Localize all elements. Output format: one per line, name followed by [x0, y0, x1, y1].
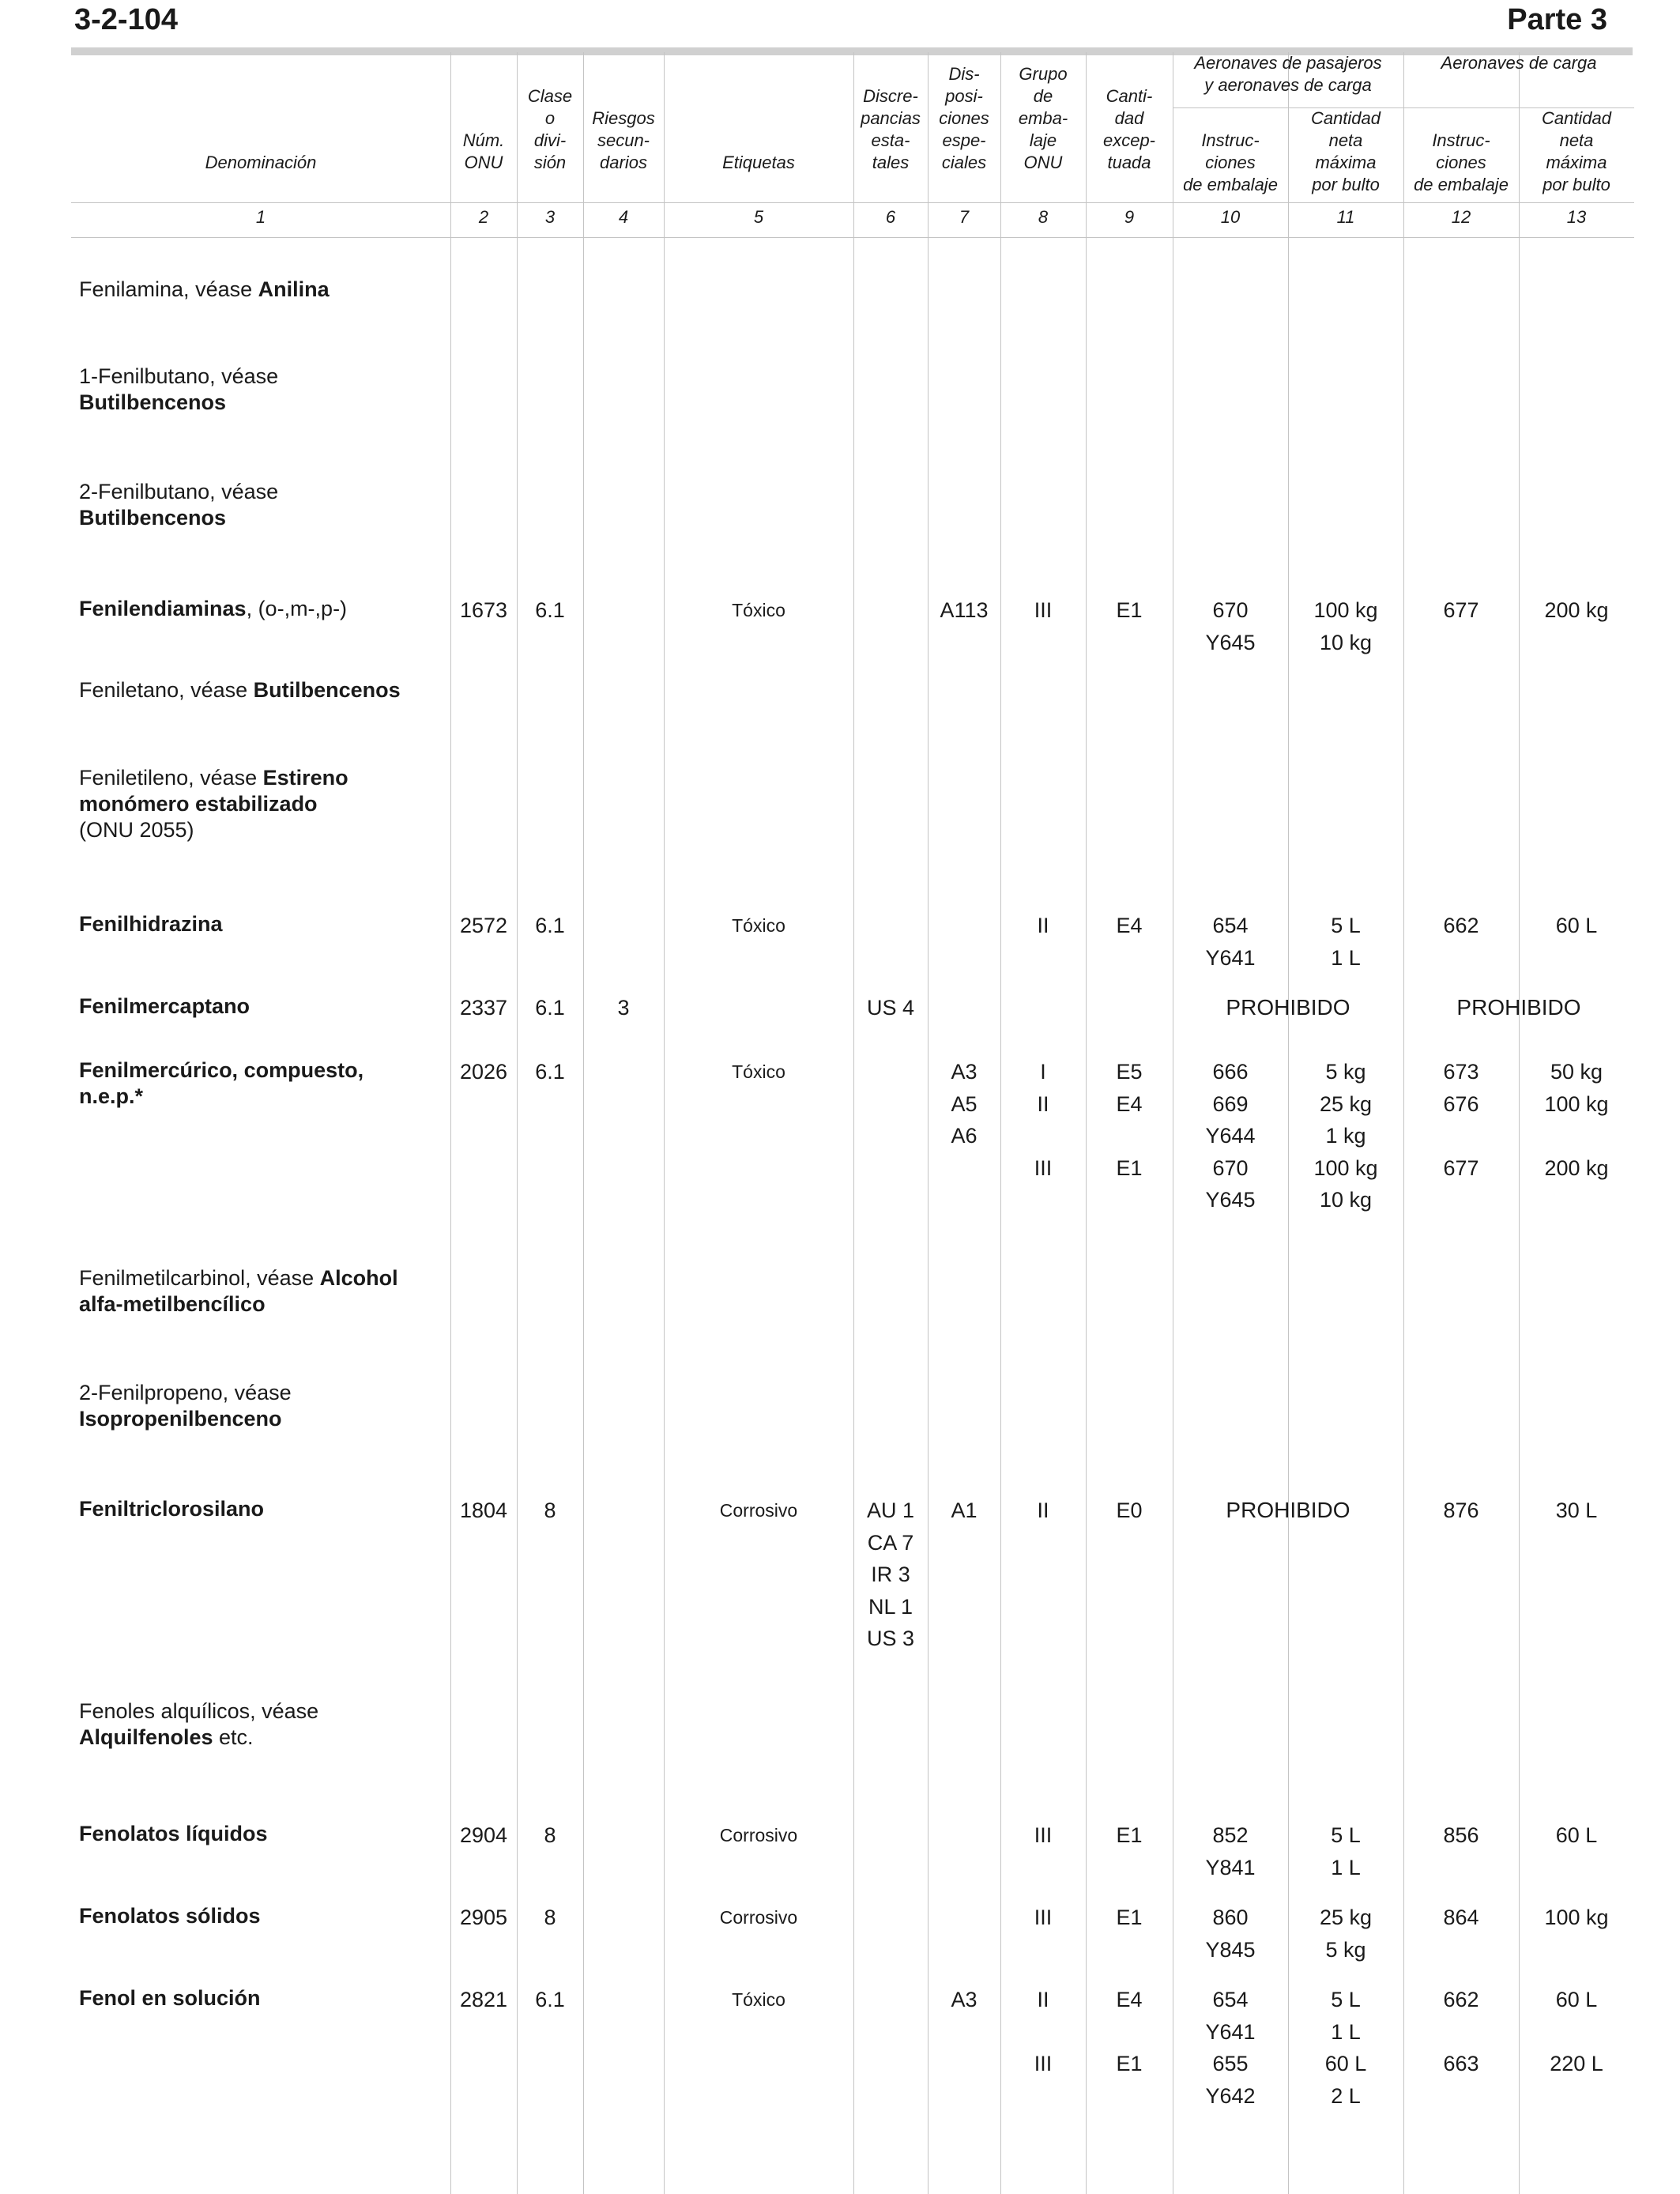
class-division: 6.1: [535, 996, 565, 1020]
un-number: 2904: [459, 1823, 508, 1847]
label-text: Corrosivo: [719, 1907, 798, 1928]
cargo-packing-instruction: 856: [1443, 1823, 1479, 1847]
packing-group: II: [1037, 914, 1049, 937]
header-denominacion: Denominación: [205, 153, 317, 172]
cargo-max-net-quantity: 50 kg 100 kg 200 kg: [1544, 1060, 1609, 1180]
packing-group: II III: [1034, 1988, 1053, 2075]
header-grupo: Grupo de emba- laje ONU: [1018, 64, 1068, 172]
header-aeronaves-pasajeros: Aeronaves de pasajeros y aeronaves de carga: [1194, 53, 1382, 95]
class-division: 6.1: [535, 914, 565, 937]
entry-name: Fenilendiaminas, (o-,m-,p-): [79, 597, 348, 620]
un-number: 2026: [459, 1060, 508, 1084]
subsidiary-risk: 3: [617, 996, 630, 1020]
column-number: 12: [1451, 207, 1471, 227]
label-text: Corrosivo: [719, 1825, 798, 1845]
excepted-quantity: E4 E1: [1116, 1988, 1143, 2075]
special-provisions: A1: [951, 1498, 977, 1522]
label-text: Tóxico: [732, 915, 785, 936]
entry-name: Fenolatos líquidos: [79, 1822, 268, 1845]
column-number: 5: [753, 207, 764, 227]
entry-name: Feniltriclorosilano: [79, 1497, 265, 1521]
column-number: 13: [1566, 207, 1587, 227]
cargo-packing-instruction: 876: [1443, 1498, 1479, 1522]
header-cantidad-carga: Cantidad neta máxima por bulto: [1541, 108, 1612, 194]
pax-max-net-quantity: 5 L 1 L: [1331, 914, 1361, 970]
column-number: 6: [885, 207, 896, 227]
header-cantidad-pax: Cantidad neta máxima por bulto: [1310, 108, 1381, 194]
entry-name: Fenilmercaptano: [79, 994, 250, 1018]
special-provisions: A113: [940, 598, 989, 622]
pax-max-net-quantity: 5 L 1 L: [1331, 1823, 1361, 1879]
un-number: 2905: [459, 1906, 508, 1929]
entry-name: Fenilamina, véase Anilina: [79, 277, 330, 301]
pax-forbidden: PROHIBIDO: [1226, 995, 1350, 1020]
cargo-max-net-quantity: 60 L 220 L: [1550, 1988, 1603, 2075]
packing-group: II: [1037, 1498, 1049, 1522]
label-text: Corrosivo: [719, 1500, 798, 1521]
column-number: 2: [478, 207, 489, 227]
header-aeronaves-carga: Aeronaves de carga: [1441, 53, 1597, 73]
pax-max-net-quantity: 5 L 1 L 60 L 2 L: [1324, 1988, 1367, 2108]
un-number: 1804: [459, 1498, 508, 1522]
entry-name: Feniletileno, véase Estireno monómero estabilizado (ONU 2055): [79, 766, 348, 842]
un-number: 2572: [459, 914, 508, 937]
header-instrucciones-pax: Instruc- ciones de embalaje: [1183, 130, 1278, 194]
cargo-packing-instruction: 662 663: [1443, 1988, 1479, 2075]
header-num-onu: Núm. ONU: [462, 130, 505, 172]
part-label: Parte 3: [1507, 3, 1607, 36]
cargo-max-net-quantity: 30 L: [1555, 1498, 1598, 1522]
pax-packing-instruction: 666 669 Y644 670 Y645: [1205, 1060, 1256, 1212]
cargo-max-net-quantity: 200 kg: [1544, 598, 1609, 622]
header-etiquetas: Etiquetas: [722, 153, 795, 172]
entry-name: Fenilhidrazina: [79, 912, 223, 936]
column-number: 1: [255, 207, 266, 227]
column-number: 8: [1038, 207, 1049, 227]
packing-group: I II III: [1034, 1060, 1053, 1180]
packing-group: III: [1034, 598, 1053, 622]
cargo-packing-instruction: 662: [1443, 914, 1479, 937]
class-division: 6.1: [535, 1988, 565, 2011]
special-provisions: A3 A5 A6: [951, 1060, 977, 1148]
entry-name: Fenol en solución: [79, 1986, 261, 2010]
packing-group: III: [1034, 1906, 1053, 1929]
pax-max-net-quantity: 5 kg 25 kg 1 kg 100 kg 10 kg: [1313, 1060, 1378, 1212]
un-number: 1673: [459, 598, 508, 622]
entry-name: Fenilmetilcarbinol, véase Alcohol alfa-metilbencílico: [79, 1266, 398, 1316]
column-divider: [583, 52, 584, 2194]
un-number: 2821: [459, 1988, 508, 2011]
pax-max-net-quantity: 100 kg 10 kg: [1313, 598, 1378, 654]
header-riesgos: Riesgos secun- darios: [592, 108, 655, 172]
cargo-packing-instruction: 673 676 677: [1443, 1060, 1479, 1180]
cargo-forbidden: PROHIBIDO: [1456, 995, 1581, 1020]
class-division: 8: [544, 1823, 556, 1847]
entry-name: Fenolatos sólidos: [79, 1904, 261, 1928]
state-variations: AU 1 CA 7 IR 3 NL 1 US 3: [866, 1498, 915, 1650]
cargo-packing-instruction: 864: [1443, 1906, 1479, 1929]
column-number: 9: [1124, 207, 1135, 227]
label-text: Tóxico: [732, 1989, 785, 2010]
column-number: 10: [1220, 207, 1241, 227]
column-number: 4: [618, 207, 629, 227]
row-divider: [71, 202, 1634, 203]
special-provisions: A3: [951, 1988, 977, 2011]
excepted-quantity: E5 E4 E1: [1116, 1060, 1143, 1180]
header-clase: Clase o divi- sión: [527, 86, 573, 172]
excepted-quantity: E1: [1116, 1823, 1143, 1847]
entry-name: Fenilmercúrico, compuesto, n.e.p.*: [79, 1058, 364, 1108]
cargo-max-net-quantity: 60 L: [1555, 1823, 1598, 1847]
pax-packing-instruction: 852 Y841: [1205, 1823, 1256, 1879]
pax-max-net-quantity: 25 kg 5 kg: [1319, 1906, 1373, 1962]
class-division: 6.1: [535, 598, 565, 622]
pax-packing-instruction: 860 Y845: [1205, 1906, 1256, 1962]
column-divider: [450, 52, 451, 2194]
column-divider: [664, 52, 665, 2194]
cargo-packing-instruction: 677: [1443, 598, 1479, 622]
entry-name: 2-Fenilpropeno, véase Isopropenilbenceno: [79, 1381, 292, 1431]
column-number: 11: [1336, 207, 1355, 227]
header-discrepancias: Discre- pancias esta- tales: [861, 86, 921, 172]
entry-name: 1-Fenilbutano, véase Butilbencenos: [79, 364, 279, 414]
header-cantidad-exceptuada: Canti- dad excep- tuada: [1102, 86, 1156, 172]
packing-group: III: [1034, 1823, 1053, 1847]
page-number: 3-2-104: [74, 3, 178, 36]
class-division: 8: [544, 1498, 556, 1522]
row-divider: [71, 237, 1634, 238]
pax-packing-instruction: 670 Y645: [1205, 598, 1256, 654]
label-text: Tóxico: [732, 600, 785, 620]
column-divider: [517, 52, 518, 2194]
label-text: Tóxico: [732, 1061, 785, 1082]
un-number: 2337: [459, 996, 508, 1020]
header-instrucciones-carga: Instruc- ciones de embalaje: [1414, 130, 1509, 194]
pax-packing-instruction: 654 Y641 655 Y642: [1205, 1988, 1256, 2108]
pax-packing-instruction: 654 Y641: [1205, 914, 1256, 970]
column-number: 7: [959, 207, 970, 227]
excepted-quantity: E1: [1116, 1906, 1143, 1929]
cargo-max-net-quantity: 100 kg: [1544, 1906, 1609, 1929]
column-number: 3: [544, 207, 556, 227]
pax-forbidden: PROHIBIDO: [1226, 1498, 1350, 1522]
entry-name: Fenoles alquílicos, véase Alquilfenoles etc.: [79, 1699, 319, 1749]
state-variations: US 4: [866, 996, 915, 1020]
cargo-max-net-quantity: 60 L: [1555, 914, 1598, 937]
class-division: 6.1: [535, 1060, 565, 1084]
entry-name: Feniletano, véase Butilbencenos: [79, 678, 401, 702]
excepted-quantity: E1: [1116, 598, 1143, 622]
entry-name: 2-Fenilbutano, véase Butilbencenos: [79, 480, 279, 530]
column-divider: [853, 52, 854, 2194]
header-disposiciones: Dis- posi- ciones espe- ciales: [939, 64, 989, 172]
excepted-quantity: E4: [1116, 914, 1143, 937]
class-division: 8: [544, 1906, 556, 1929]
excepted-quantity: E0: [1116, 1498, 1143, 1522]
